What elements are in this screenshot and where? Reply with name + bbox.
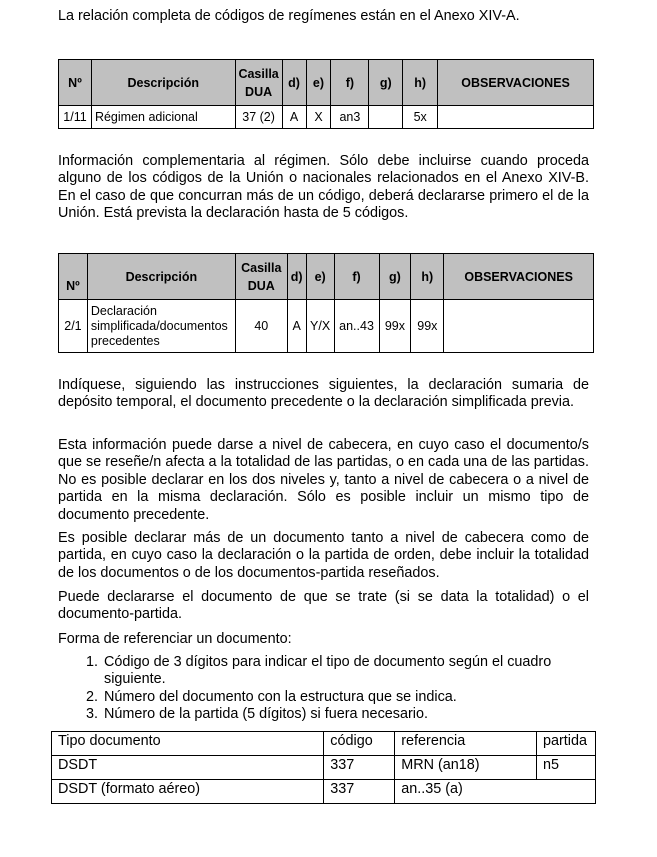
header-tipo-documento: Tipo documento: [52, 732, 324, 756]
cell-observaciones: [444, 300, 594, 353]
header-casilla-line2: DUA: [247, 278, 275, 293]
cabecera-paragraph: Esta información puede darse a nivel de cabecera, en cuyo caso el documento/s que se reseñe/n afecta a la totalidad de las partidas, o en cada una de las partidas. No es posible declarar en los dos niveles y, tanto a nivel de cabecera o a nivel de partida en la misma declaración. Sólo es posible incluir un mismo tipo de documento precedente.: [58, 437, 589, 523]
cell-descripcion: Régimen adicional: [91, 106, 235, 129]
cell-descripcion: [87, 300, 235, 353]
list-item: 1. Código de 3 dígitos para indicar el tipo de documento según el cuadro siguiente.: [102, 654, 589, 689]
cell-codigo: 337: [324, 780, 395, 804]
header-h: h): [411, 254, 444, 300]
cell-h: 99x: [411, 300, 444, 353]
header-f: f): [334, 254, 379, 300]
steps-list: [58, 654, 589, 724]
header-e: e): [306, 254, 334, 300]
header-e: e): [306, 60, 331, 106]
header-n: Nº: [59, 60, 92, 106]
indiquese-paragraph: Indíquese, siguiendo las instrucciones siguientes, la declaración sumaria de depósito temporal, el documento precedente o la declaración simplificada previa.: [58, 377, 589, 411]
header-g: g): [379, 254, 411, 300]
cell-tipo-documento: DSDT (formato aéreo): [52, 780, 324, 804]
header-descripcion: Descripción: [91, 60, 235, 106]
table-header-row: [59, 60, 594, 106]
documentos-precedentes-table: [58, 253, 594, 353]
puede-paragraph: Puede declararse el documento de que se trate (si se data la totalidad) o el documento-partida.: [58, 589, 589, 623]
cell-f: an3: [331, 106, 369, 129]
header-casilla-line1: Casilla: [241, 260, 282, 275]
mas-documentos-paragraph: Es posible declarar más de un documento tanto a nivel de cabecera como de partida, en cuyo caso la declaración o la partida de orden, debe incluir la totalidad de los documentos o de los documentos-partida reseñados.: [58, 530, 589, 581]
header-h: h): [403, 60, 438, 106]
header-n: Nº: [59, 254, 88, 300]
cell-f: an..43: [334, 300, 379, 353]
header-casilla: [235, 60, 282, 106]
header-observaciones: OBSERVACIONES: [444, 254, 594, 300]
cell-e: X: [306, 106, 331, 129]
header-codigo: código: [324, 732, 395, 756]
header-descripcion: Descripción: [87, 254, 235, 300]
cell-tipo-documento: DSDT: [52, 756, 324, 780]
regimen-paragraph: Información complementaria al régimen. Sólo debe incluirse cuando proceda alguno de los códigos de la Unión o nacionales relacionados en el Anexo XIV-B. En el caso de que concurran más de un código, deberá declararse primero el de la Unión. Está prevista la declaración hasta de 5 códigos.: [58, 153, 589, 222]
cell-descripcion-line2: simplificada/documentos: [90, 318, 228, 333]
cell-partida: n5: [536, 756, 595, 780]
intro-paragraph: La relación completa de códigos de regímenes están en el Anexo XIV-A.: [58, 8, 520, 24]
cell-descripcion-line1: Declaración: [90, 303, 157, 318]
header-observaciones: OBSERVACIONES: [438, 60, 594, 106]
list-item: 3. Número de la partida (5 dígitos) si fuera necesario.: [102, 706, 589, 723]
header-f: f): [331, 60, 369, 106]
forma-paragraph: Forma de referenciar un documento:: [58, 631, 292, 647]
header-d: d): [287, 254, 306, 300]
cell-casilla: 40: [235, 300, 287, 353]
table-row: [59, 300, 594, 353]
cell-e: Y/X: [306, 300, 334, 353]
cell-d: A: [282, 106, 306, 129]
cell-g: [369, 106, 403, 129]
table-row: [52, 780, 596, 804]
table-row: [52, 756, 596, 780]
header-casilla-line1: Casilla: [238, 66, 279, 81]
table-header-row: [52, 732, 596, 756]
cell-descripcion-line3: precedentes: [90, 333, 160, 348]
header-casilla-line2: DUA: [245, 84, 273, 99]
cell-referencia: MRN (an18): [395, 756, 537, 780]
list-item: 2. Número del documento con la estructura que se indica.: [102, 689, 589, 706]
regimen-adicional-table: [58, 59, 594, 129]
cell-d: A: [287, 300, 306, 353]
cell-g: 99x: [379, 300, 411, 353]
tipo-documento-table: [51, 731, 596, 804]
table-row: [59, 106, 594, 129]
cell-n: 2/1: [59, 300, 88, 353]
cell-codigo: 337: [324, 756, 395, 780]
header-partida: partida: [536, 732, 595, 756]
table-header-row: [59, 254, 594, 300]
header-casilla: [235, 254, 287, 300]
header-d: d): [282, 60, 306, 106]
cell-casilla: 37 (2): [235, 106, 282, 129]
cell-n: 1/11: [59, 106, 92, 129]
cell-observaciones: [438, 106, 594, 129]
header-g: g): [369, 60, 403, 106]
header-referencia: referencia: [395, 732, 537, 756]
cell-h: 5x: [403, 106, 438, 129]
cell-referencia: an..35 (a): [395, 780, 596, 804]
